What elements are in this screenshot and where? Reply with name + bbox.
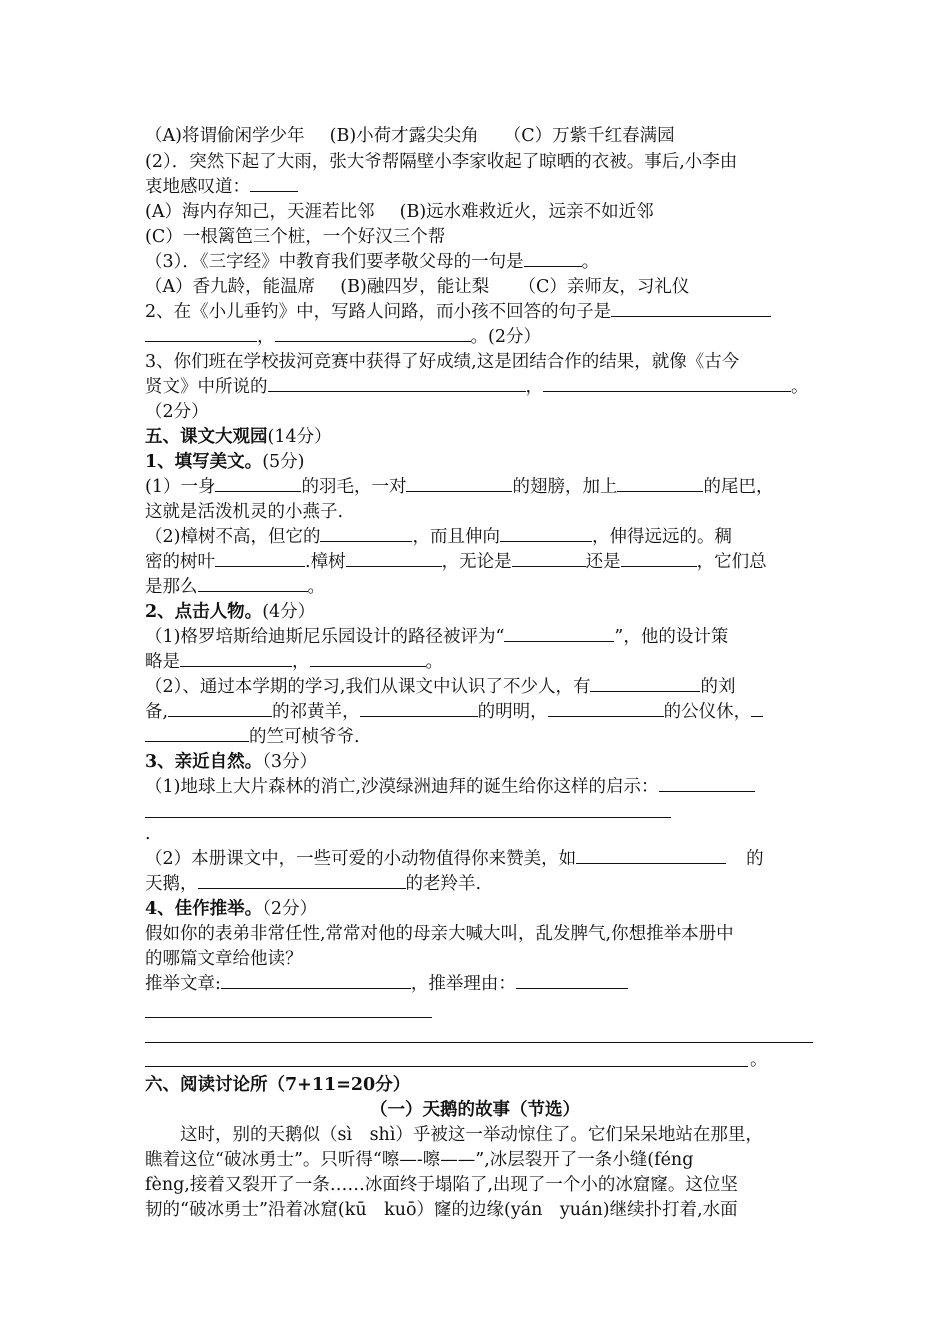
passage-line: 韧的“破冰勇士”沿着冰窟(kū kuō）窿的边缘(yán yuán)继续扑打着,水面 <box>145 1200 738 1220</box>
text: ”，他的设计策 <box>614 627 729 647</box>
text: 备, <box>145 702 169 722</box>
text: ，而且伸向 <box>412 527 500 547</box>
subsection-score: （3分） <box>262 752 318 772</box>
fill-line <box>145 475 773 499</box>
options-row-q2 <box>145 200 654 224</box>
text: 的祁黄羊， <box>272 702 360 722</box>
item-2-line <box>145 300 771 324</box>
passage-title: （一）天鹅的故事（节选） <box>370 1100 580 1120</box>
passage-line: 瞧着这位“破冰勇士”。只听得“嚓—-嚓——”,冰层裂开了一条小缝(féng <box>145 1150 694 1170</box>
answer-blank[interactable] <box>215 550 305 567</box>
text: 密的树叶 <box>145 552 215 572</box>
subsection-2-title <box>145 600 315 624</box>
answer-blank[interactable] <box>504 625 614 642</box>
fill-line <box>145 972 628 996</box>
item-2-label: 2、在《小儿垂钓》中，写路人问路，而小孩不回答的句子是 <box>145 302 612 322</box>
text: （2）本册课文中，一些可爱的小动物值得你来赞美，如 <box>145 849 577 869</box>
subsection-title: 1、填写美文。 <box>145 452 263 472</box>
text: （2)樟树不高，但它的 <box>145 527 321 547</box>
section-score: (14分） <box>267 427 332 447</box>
paragraph-line: 的哪篇文章给他读？ <box>145 949 303 969</box>
answer-blank[interactable] <box>360 700 478 717</box>
option-c[interactable]: (C）一根篱笆三个桩，一个好汉三个帮 <box>145 227 446 247</box>
subsection-title: 3、亲近自然。 <box>145 752 263 772</box>
answer-blank[interactable] <box>145 725 249 742</box>
fill-line <box>145 525 732 549</box>
text: （2）、通过本学期的学习,我们从课文中认识了不少人，有 <box>145 677 591 697</box>
answer-blank[interactable] <box>621 550 697 567</box>
text: （1)地球上大片森林的消亡,沙漠绿洲迪拜的诞生给你这样的启示： <box>145 777 659 797</box>
option-b[interactable]: (B)远水难救近火，远亲不如近邻 <box>399 202 654 222</box>
punctuation: 。 <box>425 652 443 672</box>
fill-line <box>145 872 481 896</box>
subsection-3-title <box>145 750 317 774</box>
subsection-title: 4、佳作推举。 <box>145 899 263 919</box>
answer-blank[interactable] <box>617 475 703 492</box>
options-row-q1 <box>145 124 675 148</box>
text: .樟树 <box>305 552 346 572</box>
text: (1）一身 <box>145 477 216 497</box>
answer-blank[interactable] <box>320 525 412 542</box>
text: 的 <box>746 849 764 869</box>
option-a[interactable]: （A)将谓偷闲学少年 <box>145 126 305 146</box>
answer-blank[interactable] <box>751 700 763 717</box>
text: 的竺可桢爷爷. <box>249 727 360 747</box>
text: 的刘 <box>700 677 736 697</box>
answer-blank[interactable] <box>198 872 406 889</box>
item-3-label: 贤文》中所说的 <box>145 377 268 397</box>
fill-line <box>145 775 755 799</box>
text: 的老羚羊. <box>405 874 482 894</box>
fill-line <box>145 847 764 871</box>
section-5-title <box>145 425 332 449</box>
answer-blank[interactable] <box>512 550 586 567</box>
item-3-text-cont <box>145 375 809 399</box>
text: ，伸得远远的。稠 <box>591 527 732 547</box>
option-b[interactable]: (B)小荷才露尖尖角 <box>329 126 479 146</box>
fill-line <box>145 625 728 649</box>
punctuation: 。 <box>750 1050 768 1070</box>
options-row-q3 <box>145 275 689 299</box>
fill-line: 这就是活泼机灵的小燕子. <box>145 502 344 522</box>
passage-line: 这时，别的天鹅似（sì shì）乎被这一举动惊住了。它们呆呆地站在那里， <box>180 1125 763 1145</box>
option-b[interactable]: (B)融四岁，能让梨 <box>340 277 490 297</box>
text: ，它们总 <box>696 552 767 572</box>
answer-blank[interactable] <box>221 972 411 989</box>
answer-blank[interactable] <box>500 525 592 542</box>
text: 的尾巴， <box>703 477 774 497</box>
punctuation: ， <box>257 327 275 347</box>
option-c[interactable]: （C）万紫千红春满园 <box>503 126 675 146</box>
punctuation: 。 <box>581 252 600 272</box>
answer-blank[interactable] <box>198 575 308 592</box>
answer-line[interactable] <box>145 817 671 818</box>
punctuation: ， <box>525 377 543 397</box>
answer-blank[interactable] <box>310 650 426 667</box>
fill-line <box>145 575 325 599</box>
item-3-text: 3、你们班在学校拔河竞赛中获得了好成绩,这是团结合作的结果，就像《古今 <box>145 352 740 372</box>
answer-blank[interactable] <box>543 375 791 392</box>
answer-blank[interactable] <box>250 175 298 192</box>
question-3-text <box>145 250 599 274</box>
fill-line <box>145 650 443 674</box>
question-2-text: (2）．突然下起了大雨，张大爷帮隔壁小李家收起了晾晒的衣被。事后,小李由 <box>145 152 738 172</box>
answer-line[interactable] <box>145 1017 432 1018</box>
item-2-line-cont <box>145 325 541 349</box>
option-a[interactable]: （A）香九龄，能温席 <box>145 277 316 297</box>
fill-line <box>145 700 763 724</box>
answer-blank[interactable] <box>548 700 664 717</box>
subsection-1-title <box>145 450 304 474</box>
item-3-score: （2分） <box>145 402 209 422</box>
subsection-4-title <box>145 897 317 921</box>
answer-blank[interactable] <box>215 475 301 492</box>
section-title: 五、课文大观园 <box>145 427 268 447</box>
answer-blank[interactable] <box>516 972 628 989</box>
answer-line[interactable] <box>145 1066 748 1067</box>
subsection-title: 2、点击人物。 <box>145 602 263 622</box>
text: 是那么 <box>145 577 198 597</box>
fill-line <box>145 550 767 574</box>
punctuation: ， <box>292 652 310 672</box>
subsection-score: (5分) <box>262 452 305 472</box>
answer-blank[interactable] <box>524 250 582 267</box>
text: 推举文章: <box>145 974 221 994</box>
answer-blank[interactable] <box>268 375 526 392</box>
text: ，无论是 <box>441 552 512 572</box>
subsection-score: (4分） <box>262 602 316 622</box>
answer-blank[interactable] <box>611 300 771 317</box>
text: 的公仪休， <box>663 702 752 722</box>
answer-blank[interactable] <box>406 475 512 492</box>
text: 还是 <box>585 552 621 572</box>
option-a[interactable]: (A）海内存知己，天涯若比邻 <box>145 202 375 222</box>
item-2-score: 。(2分） <box>470 327 541 347</box>
punctuation: 。 <box>791 377 809 397</box>
text: 的羽毛，一对 <box>301 477 407 497</box>
text: 的翅膀，加上 <box>512 477 618 497</box>
text: 的明明， <box>477 702 548 722</box>
subsection-score: （2分） <box>262 899 318 919</box>
answer-blank[interactable] <box>145 325 257 342</box>
question-2-text-cont <box>145 175 298 199</box>
answer-blank[interactable] <box>576 847 726 864</box>
option-c[interactable]: （C）亲师友，习礼仪 <box>518 277 690 297</box>
punctuation: . <box>145 824 151 844</box>
section-6-title: 六、阅读讨论所（7+11=20分） <box>145 1075 411 1095</box>
answer-blank[interactable] <box>590 675 700 692</box>
text: ，推举理由： <box>410 974 516 994</box>
fill-line <box>145 675 735 699</box>
answer-blank[interactable] <box>659 775 755 792</box>
answer-blank[interactable] <box>275 325 471 342</box>
text: （1)格罗培斯给迪斯尼乐园设计的路径被评为“ <box>145 627 505 647</box>
passage-line: fèng,接着又裂开了一条……冰面终于塌陷了,出现了一个小的冰窟窿。这位坚 <box>145 1175 738 1195</box>
answer-blank[interactable] <box>168 700 272 717</box>
paragraph-line: 假如你的表弟非常任性,常常对他的母亲大喊大叫，乱发脾气,你想推举本册中 <box>145 924 734 944</box>
answer-line[interactable] <box>145 1042 813 1043</box>
fill-line <box>145 725 360 749</box>
question-2-tail: 衷地感叹道： <box>145 177 250 197</box>
question-3-label: （3）．《三字经》中教育我们要孝敬父母的一句是 <box>145 252 524 272</box>
answer-blank[interactable] <box>180 650 292 667</box>
punctuation: 。 <box>307 577 325 597</box>
text: 天鹅， <box>145 874 198 894</box>
answer-blank[interactable] <box>346 550 442 567</box>
text: 略是 <box>145 652 180 672</box>
